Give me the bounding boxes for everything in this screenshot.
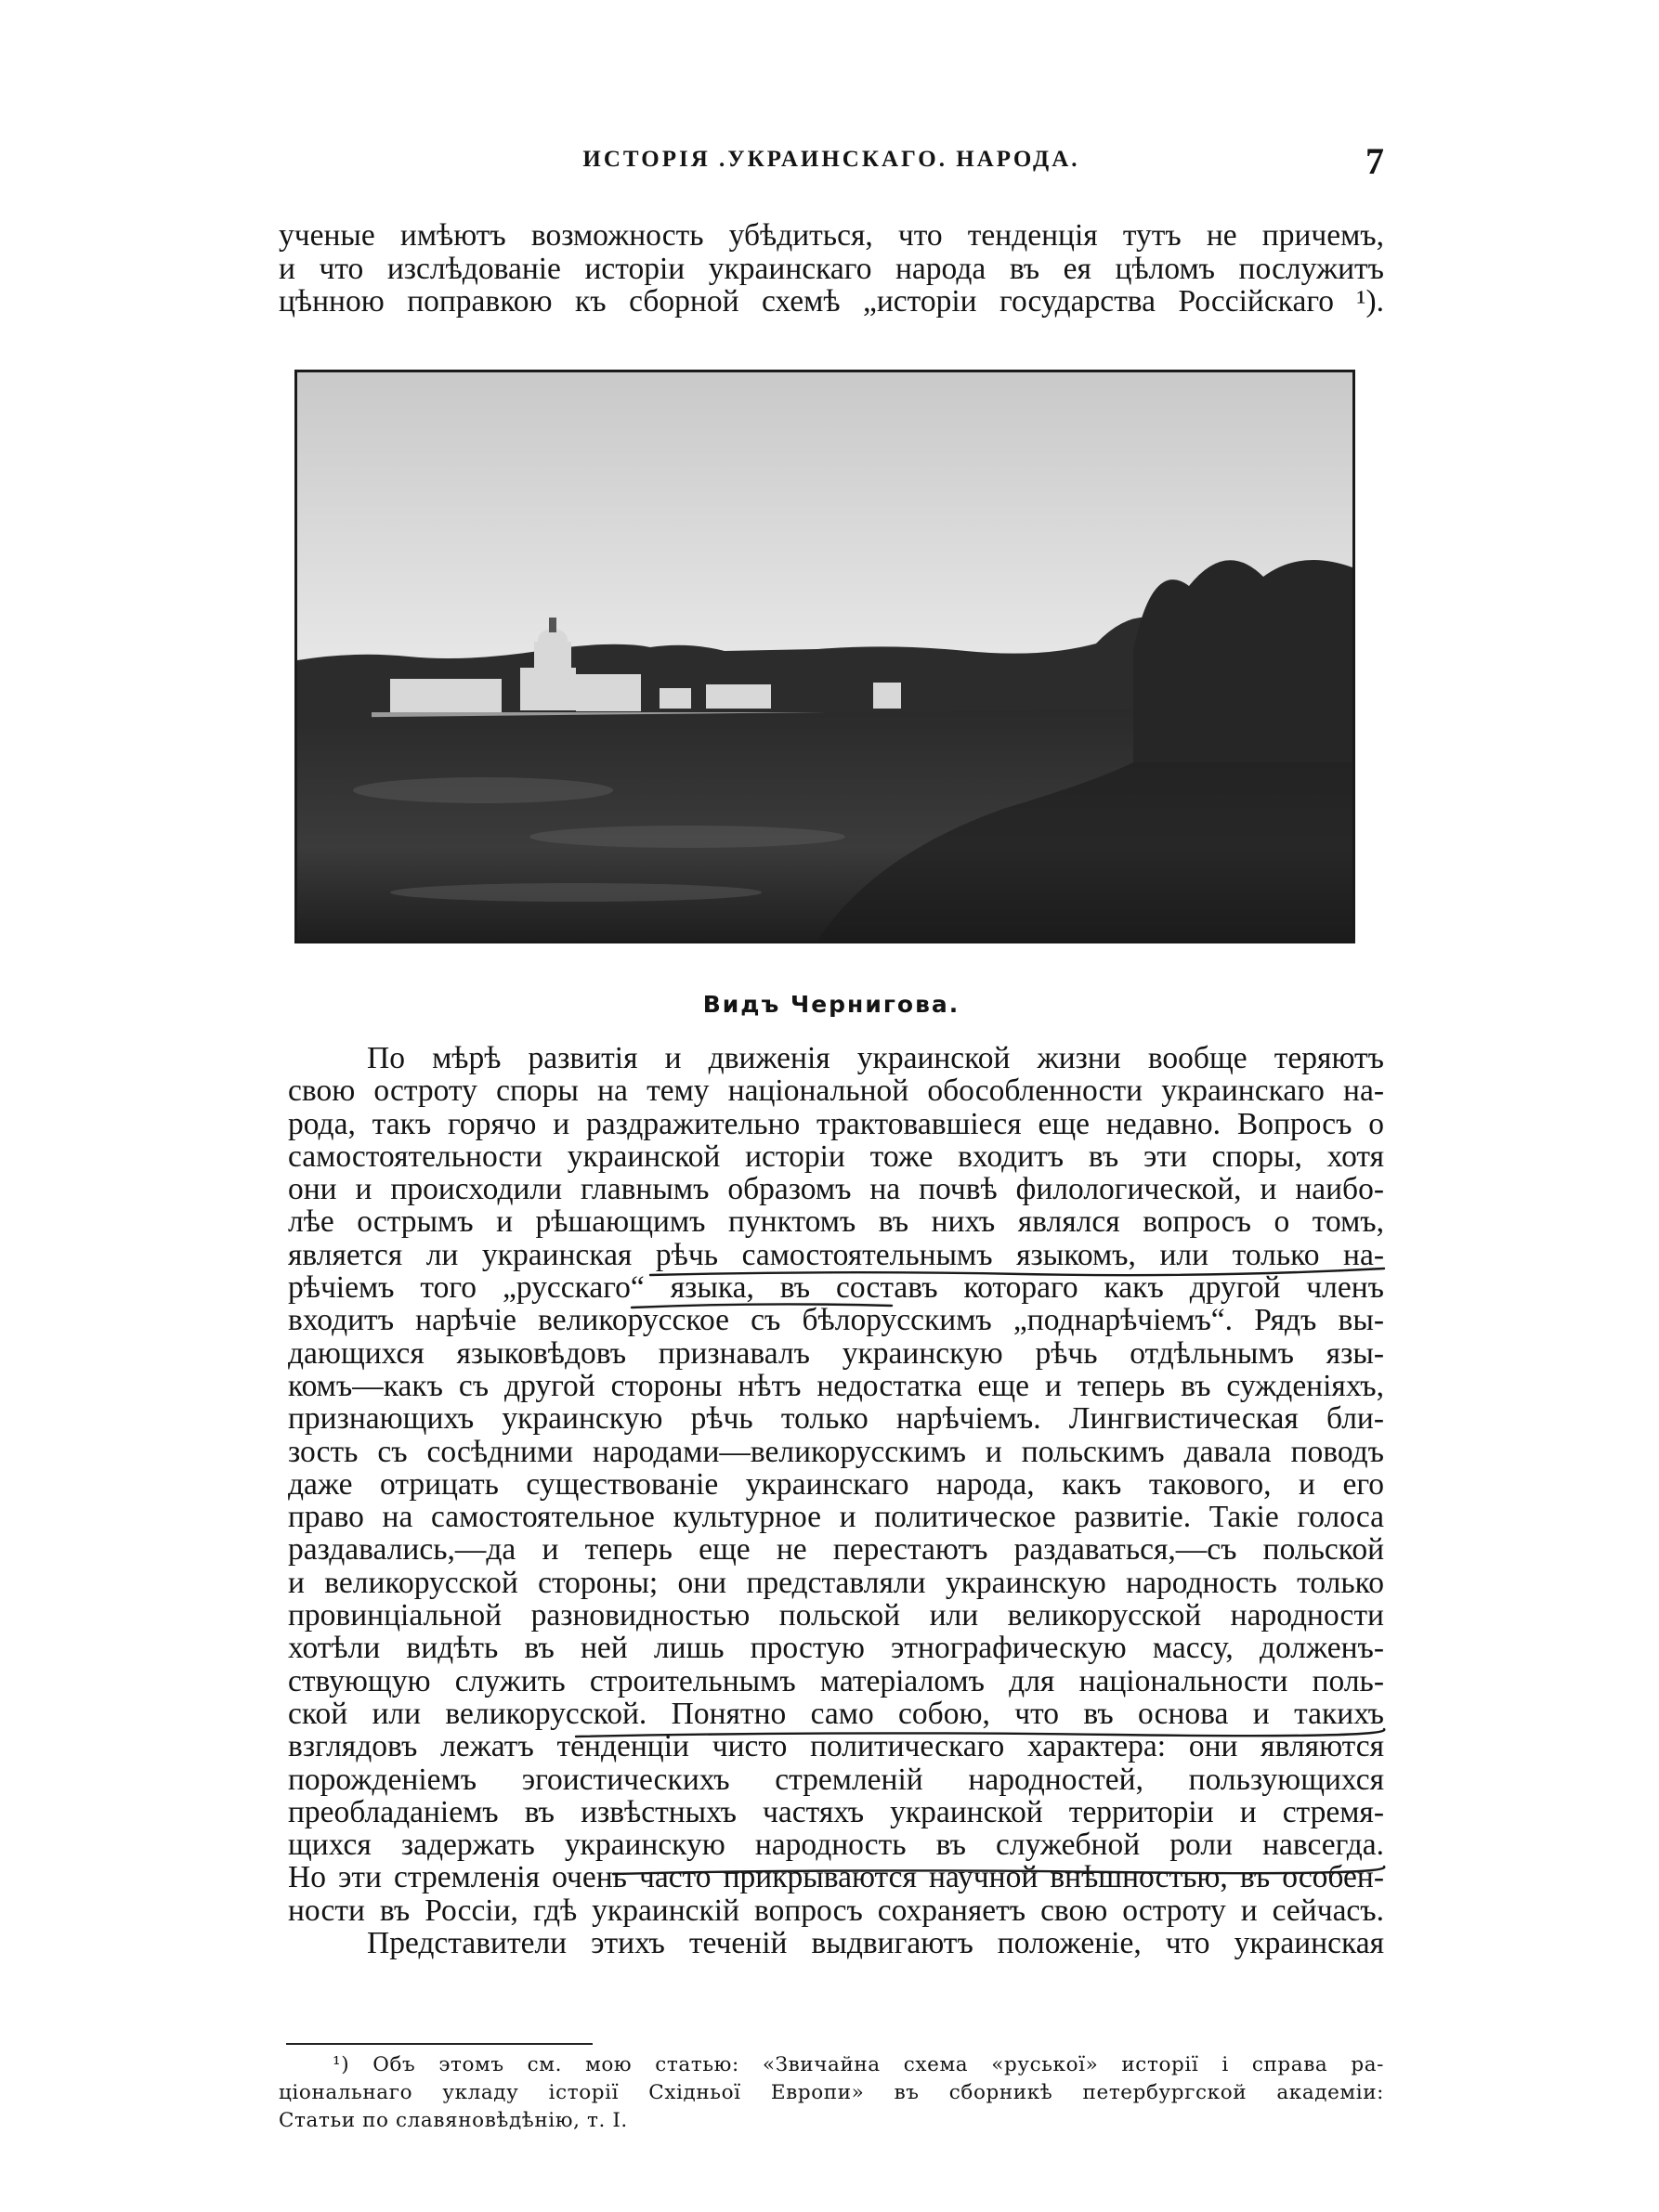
intro-line: и что изслѣдованіе исторіи украинскаго народа въ ея цѣломъ послужитъ bbox=[279, 251, 1384, 286]
body-line: ской или великорусской. Понятно само собою, что въ основа и такихъ bbox=[288, 1696, 1384, 1731]
body-line: рода, такъ горячо и раздражительно трактовавшіеся еще недавно. Вопросъ о bbox=[288, 1106, 1384, 1141]
body-line: комъ—какъ съ другой стороны нѣтъ недостатка еще и теперь въ сужденіяхъ, bbox=[288, 1368, 1384, 1403]
footnote bbox=[279, 2051, 1384, 2135]
body-line: провинціальной разновидностью польской или великорусской народности bbox=[288, 1598, 1384, 1633]
body-line: хотѣли видѣть въ ней лишь простую этнографическую массу, долженъ- bbox=[288, 1631, 1384, 1666]
body-line: самостоятельности украинской исторіи тоже входитъ въ эти споры, хотя bbox=[288, 1139, 1384, 1174]
body-line: Но эти стремленія очень часто прикрываются научной внѣшностью, въ особен- bbox=[288, 1860, 1384, 1895]
body-line: лѣе острымъ и рѣшающимъ пунктомъ въ нихъ являлся вопросъ о томъ, bbox=[288, 1204, 1384, 1240]
body-line: свою остроту споры на тему національной обособленности украинскаго на- bbox=[288, 1073, 1384, 1109]
page-number: 7 bbox=[1365, 140, 1384, 182]
intro-line: цѣнною поправкою къ сборной схемѣ „исторіи государства Россійскаго ¹). bbox=[279, 284, 1384, 319]
running-title: ИСТОРІЯ .УКРАИНСКАГО. НАРОДА. bbox=[582, 147, 1080, 172]
running-head bbox=[279, 140, 1384, 182]
body-line: По мѣрѣ развитія и движенія украинской жизни вообще теряютъ bbox=[367, 1041, 1384, 1075]
body-line: входитъ нарѣчіе великорусское съ бѣлорусскимъ „поднарѣчіемъ“. Рядъ вы- bbox=[288, 1303, 1384, 1338]
body-line: рѣчіемъ того „русскаго“ языка, въ составъ котораго какъ другой членъ bbox=[288, 1270, 1384, 1306]
landscape-photo-illustration bbox=[297, 372, 1352, 941]
body-line: даже отрицать существованіе украинскаго народа, какъ такового, и его bbox=[288, 1466, 1384, 1502]
body-line: право на самостоятельное культурное и политическое развитіе. Такіе голоса bbox=[288, 1500, 1384, 1535]
body-line: щихся задержать украинскую народность въ служебной роли навсегда. bbox=[288, 1828, 1384, 1863]
footnote-line: ціональнаго укладу історії Східньої Европи» въ сборникѣ петербургской академіи: bbox=[279, 2081, 1384, 2104]
body-line: Представители этихъ теченій выдвигаютъ положеніе, что украинская bbox=[367, 1926, 1384, 1961]
body-line: они и происходили главнымъ образомъ на почвѣ филологической, и наибо- bbox=[288, 1172, 1384, 1207]
body-line: взглядовъ лежатъ тенденціи чисто политическаго характера: они являются bbox=[288, 1729, 1384, 1764]
body-line: раздавались,—да и теперь еще не перестаютъ раздаваться,—съ польской bbox=[288, 1532, 1384, 1568]
body-line: преобладаніемъ въ извѣстныхъ частяхъ украинской территоріи и стремя- bbox=[288, 1794, 1384, 1829]
intro-line: ученые имѣютъ возможность убѣдиться, что тенденція тутъ не причемъ, bbox=[279, 218, 1384, 253]
body-line: дающихся языковѣдовъ признавалъ украинскую рѣчь отдѣльнымъ язы- bbox=[288, 1335, 1384, 1371]
intro-paragraph bbox=[279, 219, 1384, 319]
footnote-line: ¹) Объ этомъ см. мою статью: «Звичайна схема «руської» исторії і справа ра- bbox=[333, 2053, 1384, 2076]
body-line: и великорусской стороны; они представляли украинскую народность только bbox=[288, 1565, 1384, 1600]
body-line: ности въ Россіи, гдѣ украинскій вопросъ сохраняетъ свою остроту и сейчасъ. bbox=[288, 1893, 1384, 1928]
body-line: ствующую служить строительнымъ матеріаломъ для національности поль- bbox=[288, 1663, 1384, 1698]
body-line: является ли украинская рѣчь самостоятельнымъ языкомъ, или только на- bbox=[288, 1237, 1384, 1272]
body-line: порожденіемъ эгоистическихъ стремленій народностей, пользующихся bbox=[288, 1762, 1384, 1797]
footnote-rule bbox=[286, 2043, 593, 2045]
footnote-line: Статьи по славяновѣдѣнію, т. I. bbox=[279, 2109, 628, 2132]
body-line: зость съ сосѣдними народами—великорусскимъ и польскимъ давала поводъ bbox=[288, 1434, 1384, 1469]
body-line: признающихъ украинскую рѣчь только нарѣчіемъ. Лингвистическая бли- bbox=[288, 1401, 1384, 1437]
photograph-chernigov bbox=[294, 370, 1355, 943]
figure-caption: Видъ Чернигова. bbox=[702, 991, 960, 1018]
body-paragraph bbox=[288, 1042, 1384, 1959]
